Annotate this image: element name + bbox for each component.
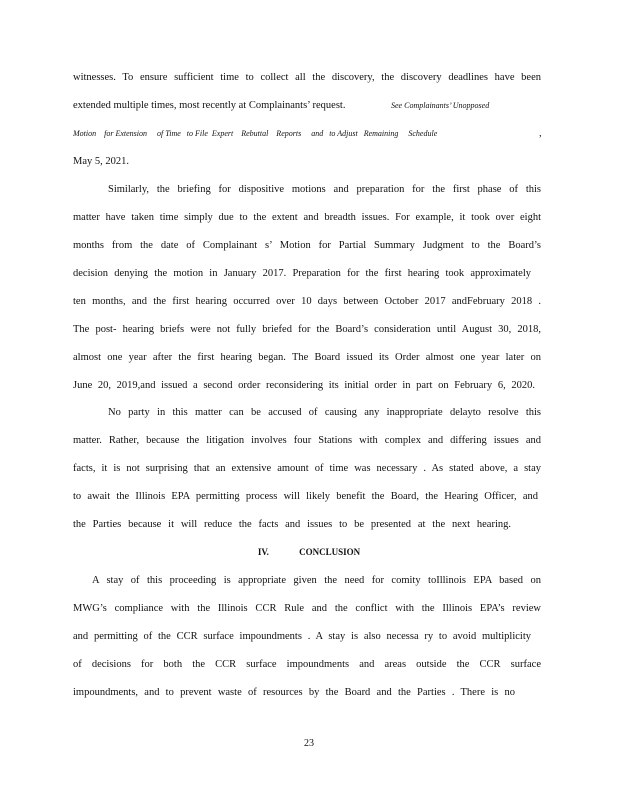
body-line: and permitting of the CCR surface impoundments . A stay is also necessa ry to avoid multiplicity xyxy=(73,631,531,642)
body-line: of decisions for both the CCR surface impoundments and areas outside the CCR surface xyxy=(73,659,541,670)
body-line: almost one year after the first hearing began. The Board issued its Order almost one year later on xyxy=(73,352,541,363)
section-title: CONCLUSION xyxy=(299,547,361,557)
body-line: June 20, 2019,and issued a second order reconsidering its initial order in part on February 6, 2020. xyxy=(73,380,535,391)
page-number: 23 xyxy=(304,738,314,749)
body-line: matter. Rather, because the litigation involves four Stations with complex and differing issues and xyxy=(73,435,541,446)
body-line xyxy=(73,97,541,115)
citation-text: Motion for Extension of Time to File Expert Rebuttal Reports and to Adjust Remaining Schedule xyxy=(73,129,438,138)
body-text: extended multiple times, most recently at Complainants’ request. xyxy=(73,100,346,111)
section-heading xyxy=(0,545,618,559)
body-line: impoundments, and to prevent waste of resources by the Board and the Parties . There is no xyxy=(73,687,515,698)
body-line: the Parties because it will reduce the facts and issues to be presented at the next hearing. xyxy=(73,519,511,530)
body-line: months from the date of Complainant s’ Motion for Partial Summary Judgment to the Board’s xyxy=(73,240,541,251)
body-line: ten months, and the first hearing occurred over 10 days between October 2017 andFebruary 2018 . xyxy=(73,296,541,307)
body-line: May 5, 2021. xyxy=(73,156,129,167)
body-line: decision denying the motion in January 2017. Preparation for the first hearing took approximately xyxy=(73,268,531,279)
citation-line xyxy=(73,125,541,143)
paragraph-first-line: Similarly, the briefing for dispositive motions and preparation for the first phase of this xyxy=(108,184,541,195)
body-line: The post- hearing briefs were not fully briefed for the Board’s consideration until August 30, 2018, xyxy=(73,324,541,335)
citation-text: See Complainants’ Unopposed xyxy=(391,101,490,110)
body-line: to await the Illinois EPA permitting process will likely benefit the Board, the Hearing Officer, and xyxy=(73,491,538,502)
body-line: matter have taken time simply due to the extent and breadth issues. For example, it took over eight xyxy=(73,212,541,223)
paragraph-first-line: No party in this matter can be accused of causing any inappropriate delayto resolve this xyxy=(108,407,541,418)
body-line: MWG’s compliance with the Illinois CCR Rule and the conflict with the Illinois EPA’s review xyxy=(73,603,541,614)
section-number: IV. xyxy=(257,547,269,557)
citation-comma: , xyxy=(539,128,542,139)
body-line: witnesses. To ensure sufficient time to collect all the discovery, the discovery deadlines have been xyxy=(73,72,541,83)
paragraph-first-line: A stay of this proceeding is appropriate given the need for comity toIllinois EPA based on xyxy=(92,575,541,586)
body-line: facts, it is not surprising that an extensive amount of time was necessary . As stated above, a stay xyxy=(73,463,541,474)
